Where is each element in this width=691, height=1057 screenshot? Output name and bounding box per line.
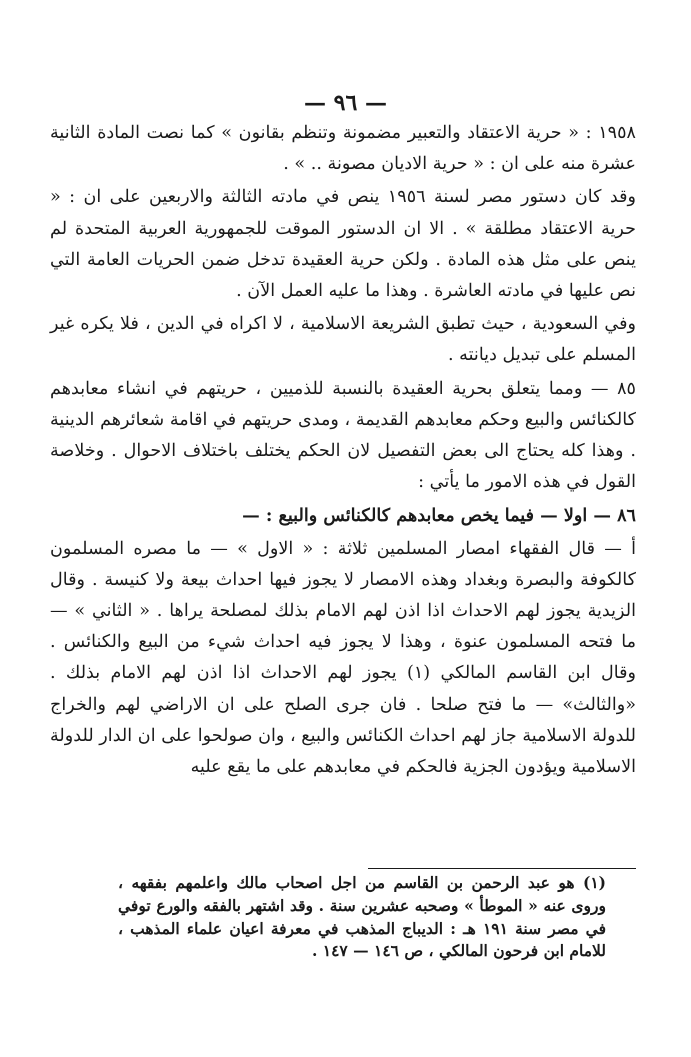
footnotes (118, 872, 606, 963)
paragraph-section-85: ٨٥ — ومما يتعلق بحرية العقيدة بالنسبة للذميين ، حريتهم في انشاء معابدهم كالكنائس والبيع وحكم معابدهم القديمة ، ومدى حريتهم في اقامة شعائرهم الدينية . وهذا كله يحتاج الى بعض التفصيل لان الحكم يختلف باختلاف الاحوال . وخلاصة القول في هذه الامور ما يأتي : (50, 378, 636, 493)
section-heading-86: ٨٦ — اولا — فيما يخص معابدهم كالكنائس والبيع : — (242, 505, 636, 527)
paragraph-saudi: وفي السعودية ، حيث تطبق الشريعة الاسلامية ، لا اكراه في الدين ، فلا يكره غير المسلم على تبديل ديانته . (50, 314, 636, 366)
footnote-divider (368, 868, 636, 869)
paragraph-constitution-1958: ١٩٥٨ : « حرية الاعتقاد والتعبير مضمونة وتنظم بقانون » كما نصت المادة الثانية عشرة منه على ان : « حرية الاديان مصونة .. » . (50, 123, 636, 175)
paragraph-section-86-a: أ — قال الفقهاء امصار المسلمين ثلاثة : « الاول » — ما مصره المسلمون كالكوفة والبصرة وبغداد وهذه الامصار لا يجوز فيها احداث بيعة ولا كنيسة . وقال الزيدية يجوز لهم الاحداث اذا اذن لهم الامام بذلك لمصلحة يراها . « الثاني » — ما فتحه المسلمون عنوة ، وهذا لا يجوز فيه احداث شيء من البيع والكنائس . وقال ابن القاسم المالكي (١) يجوز لهم الاحداث اذا اذن لهم الامام بذلك . «والثالث» — ما فتح صلحا . فان جرى الصلح على ان الاراضي لهم والخراج للدولة الاسلامية جاز لهم احداث الكنائس والبيع ، وان صولحوا على ان الدار للدولة الاسلامية ويؤدون الجزية فالحكم في معابدهم على ما يقع عليه (50, 538, 636, 778)
footnote-1: (١) هو عبد الرحمن بن القاسم من اجل اصحاب مالك واعلمهم بفقهه ، وروى عنه « الموطأ » وصحبه عشرين سنة . وقد اشتهر بالفقه والورع توفي في مصر سنة ١٩١ هـ : الديباج المذهب في معرفة اعيان علماء المذهب ، للامام ابن فرحون المالكي ، ص ١٤٦ — ١٤٧ . (118, 873, 606, 961)
paragraph-constitution-1956: وقد كان دستور مصر لسنة ١٩٥٦ ينص في مادته الثالثة والاربعين على ان : « حرية الاعتقاد مطلقة » . الا ان الدستور الموقت للجمهورية العربية المتحدة لم ينص على مثل هذه المادة . ولكن حرية العقيدة تدخل ضمن الحريات العامة التي نص عليها في مادته العاشرة . وهذا ما عليه العمل الآن . (50, 187, 637, 302)
page-number: — ٩٦ — (304, 90, 387, 116)
main-text (50, 118, 636, 783)
